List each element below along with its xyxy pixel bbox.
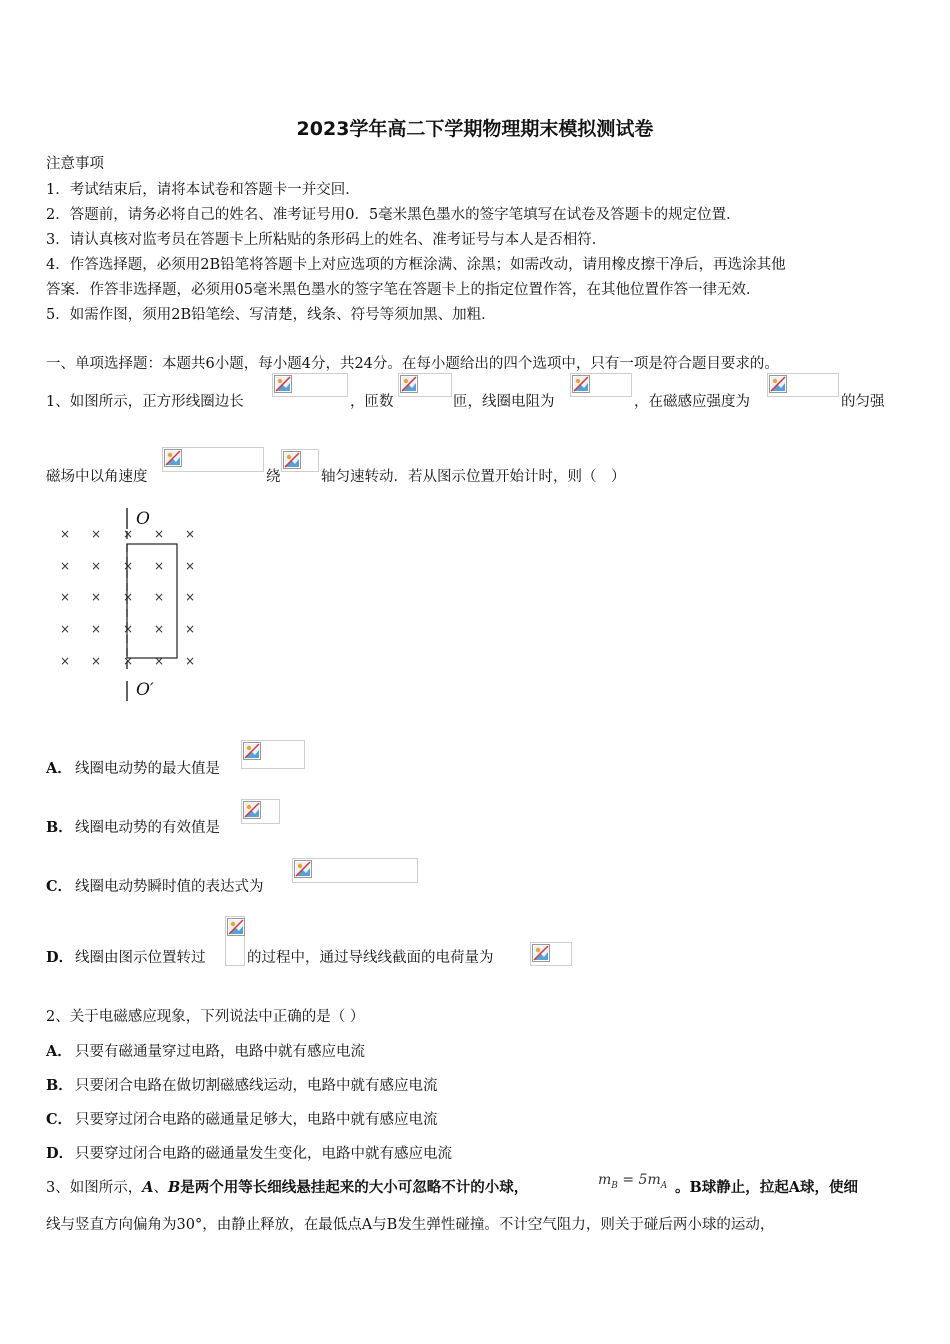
notice-item-4-cont: 答案．作答非选择题，必须用05毫米黑色墨水的签字笔在答题卡上的指定位置作答，在其他位置作答一律无效． bbox=[46, 282, 761, 298]
q2-stem: 2、关于电磁感应现象，下列说法中正确的是（ ） bbox=[46, 1009, 365, 1025]
q3-separator: 、 bbox=[153, 1180, 168, 1196]
q1-text-8: 轴匀速转动．若从图示位置开始计时，则（ ） bbox=[321, 469, 626, 485]
q1-text-2: ，匝数 bbox=[350, 394, 394, 410]
notice-heading: 注意事项 bbox=[46, 156, 104, 172]
svg-text:×: × bbox=[90, 527, 102, 541]
q1-text-5: 的匀强 bbox=[841, 394, 885, 410]
broken-image-icon bbox=[283, 451, 301, 469]
svg-text:×: × bbox=[90, 590, 102, 604]
q1-text-7: 绕 bbox=[266, 469, 281, 485]
broken-image-icon bbox=[572, 375, 590, 393]
svg-text:×: × bbox=[122, 622, 134, 636]
svg-text:×: × bbox=[122, 654, 134, 668]
svg-text:×: × bbox=[184, 654, 196, 668]
q3-ball-a: A bbox=[142, 1179, 154, 1196]
notice-item-4: 4．作答选择题，必须用2B铅笔将答题卡上对应选项的方框涂满、涂黑；如需改动，请用橡皮擦干净后，再选涂其他 bbox=[46, 257, 786, 273]
axis-label-top: O bbox=[136, 509, 150, 529]
svg-text:×: × bbox=[153, 590, 165, 604]
formula-image bbox=[225, 916, 245, 966]
q1-text-6: 磁场中以角速度 bbox=[46, 469, 148, 485]
q1-option-a-letter: A． bbox=[46, 760, 72, 777]
formula-image bbox=[530, 942, 572, 966]
page-title: 2023学年高二下学期物理期末模拟测试卷 bbox=[296, 118, 654, 140]
formula-image bbox=[292, 858, 418, 883]
svg-text:×: × bbox=[184, 622, 196, 636]
mass-relation-formula: $m_B = 5m_A$ bbox=[598, 1172, 668, 1191]
svg-text:×: × bbox=[122, 590, 134, 604]
svg-text:×: × bbox=[153, 527, 165, 541]
formula-image bbox=[570, 373, 632, 397]
svg-text:×: × bbox=[90, 559, 102, 573]
formula-image bbox=[241, 799, 280, 824]
broken-image-icon bbox=[532, 944, 550, 962]
broken-image-icon bbox=[243, 742, 261, 760]
svg-text:×: × bbox=[90, 654, 102, 668]
formula-image bbox=[272, 373, 348, 397]
q1-option-b-text: 线圈电动势的有效值是 bbox=[75, 820, 220, 836]
q1-option-d-text-2: 的过程中，通过导线线截面的电荷量为 bbox=[247, 950, 494, 966]
notice-item-3: 3．请认真核对监考员在答题卡上所粘贴的条形码上的姓名、准考证号与本人是否相符． bbox=[46, 232, 607, 248]
broken-image-icon bbox=[294, 860, 312, 878]
q1-text-1: 1、如图所示，正方形线圈边长 bbox=[46, 394, 244, 410]
svg-text:×: × bbox=[153, 654, 165, 668]
svg-text:×: × bbox=[184, 527, 196, 541]
svg-text:×: × bbox=[59, 527, 71, 541]
q3-ball-b: B bbox=[168, 1179, 181, 1196]
broken-image-icon bbox=[769, 375, 787, 393]
q1-text-3: 匝，线圈电阻为 bbox=[453, 394, 555, 410]
svg-text:×: × bbox=[184, 590, 196, 604]
notice-item-1: 1．考试结束后，请将本试卷和答题卡一并交回． bbox=[46, 182, 360, 198]
q3-text-2: 是两个用等长细线悬挂起来的大小可忽略不计的小球， bbox=[180, 1179, 529, 1196]
q1-text-4: ，在磁感应强度为 bbox=[634, 394, 750, 410]
q2-option-a-text: 只要有磁通量穿过电路，电路中就有感应电流 bbox=[75, 1044, 365, 1060]
q3-line-2: 线与竖直方向偏角为30°，由静止释放，在最低点A与B发生弹性碰撞。不计空气阻力，则关于碰后两小球的运动， bbox=[46, 1217, 775, 1233]
q2-option-b-text: 只要闭合电路在做切割磁感线运动，电路中就有感应电流 bbox=[75, 1078, 438, 1094]
notice-item-5: 5．如需作图，须用2B铅笔绘、写清楚，线条、符号等须加黑、加粗． bbox=[46, 307, 496, 323]
svg-text:×: × bbox=[90, 622, 102, 636]
q3-line-1 bbox=[46, 1176, 528, 1197]
q1-option-a-text: 线圈电动势的最大值是 bbox=[75, 761, 220, 777]
q2-option-d-letter: D． bbox=[46, 1145, 74, 1162]
q2-option-a-letter: A． bbox=[46, 1043, 72, 1060]
svg-text:×: × bbox=[59, 622, 71, 636]
q1-option-c-letter: C． bbox=[46, 878, 73, 895]
svg-text:×: × bbox=[153, 559, 165, 573]
section-heading: 一、单项选择题：本题共6小题，每小题4分，共24分。在每小题给出的四个选项中，只有一项是符合题目要求的。 bbox=[46, 356, 779, 372]
q1-option-d-letter: D． bbox=[46, 949, 74, 966]
broken-image-icon bbox=[243, 801, 261, 819]
q1-option-b-letter: B． bbox=[46, 819, 73, 836]
notice-item-2: 2．答题前，请务必将自己的姓名、准考证号用0．5毫米黑色墨水的签字笔填写在试卷及答题卡的规定位置． bbox=[46, 207, 741, 223]
formula-image bbox=[398, 373, 452, 397]
svg-text:×: × bbox=[59, 654, 71, 668]
q3-text-1: 3、如图所示， bbox=[46, 1180, 143, 1196]
svg-text:×: × bbox=[122, 559, 134, 573]
svg-text:×: × bbox=[122, 527, 134, 541]
q2-option-d-text: 只要穿过闭合电路的磁通量发生变化，电路中就有感应电流 bbox=[75, 1146, 452, 1162]
formula-image bbox=[767, 373, 839, 397]
q2-option-c-text: 只要穿过闭合电路的磁通量足够大，电路中就有感应电流 bbox=[75, 1112, 438, 1128]
svg-text:×: × bbox=[184, 559, 196, 573]
q2-option-b-letter: B． bbox=[46, 1077, 73, 1094]
coil-magnetic-field-diagram bbox=[50, 505, 210, 705]
formula-image bbox=[281, 449, 319, 472]
square-coil bbox=[127, 544, 177, 658]
formula-image bbox=[162, 447, 264, 472]
svg-text:×: × bbox=[59, 559, 71, 573]
q1-option-d-text: 线圈由图示位置转过 bbox=[75, 950, 206, 966]
q3-text-3: 。B球静止，拉起A球，使细 bbox=[675, 1179, 859, 1196]
q2-option-c-letter: C． bbox=[46, 1111, 73, 1128]
q1-option-c-text: 线圈电动势瞬时值的表达式为 bbox=[75, 879, 264, 895]
broken-image-icon bbox=[227, 918, 245, 936]
formula-image bbox=[241, 740, 305, 769]
svg-text:×: × bbox=[59, 590, 71, 604]
broken-image-icon bbox=[274, 375, 292, 393]
broken-image-icon bbox=[400, 375, 418, 393]
axis-label-bottom: O′ bbox=[136, 680, 154, 700]
broken-image-icon bbox=[164, 449, 182, 467]
svg-text:×: × bbox=[153, 622, 165, 636]
